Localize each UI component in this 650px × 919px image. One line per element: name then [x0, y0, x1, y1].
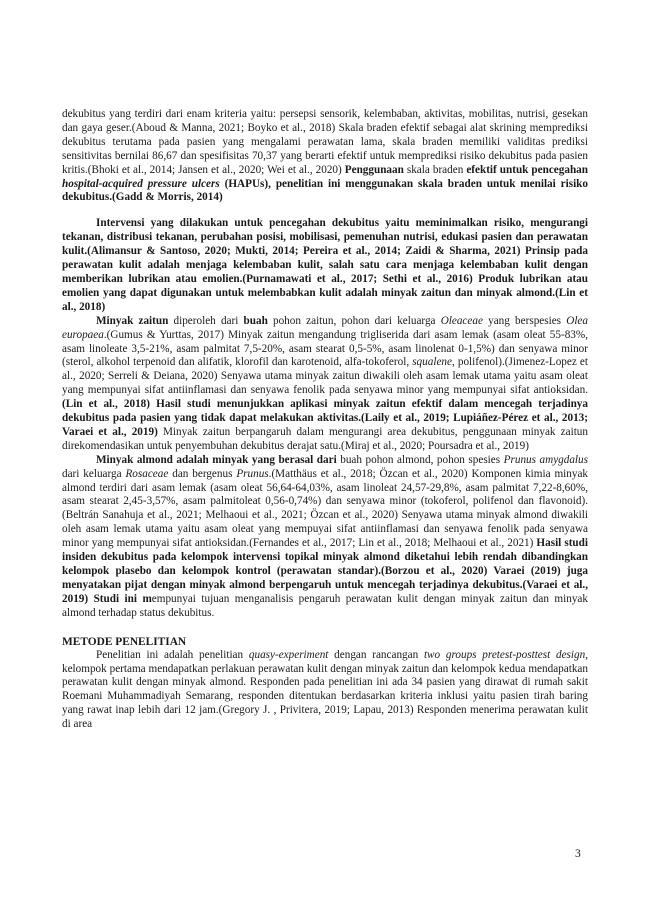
text-run: empunyai tujuan menganalisis pengaruh perawatan kulit dengan minyak zaitun dan minyak almond terhadap status dekubitus. — [62, 592, 588, 619]
text-run: , polifenol).(Jimenez-Lopez et al., 2020; Serreli & Deiana, 2020) Senyawa utama minyak zaitun diwakili oleh asam lemak utama yaitu asam oleat yang mempunyai sifat antiinflamasi dan senyawa fenolik pada senyawa minor yang mempunyai sifat antioksidan. — [62, 356, 588, 397]
text-run: .(Matthäus et al., 2018; Özcan et al., 2020) Komponen kimia minyak almond terdiri dari asam lemak (asam oleat 56,64-64,03%, asam linoleat 24,57-29,8%, asam palmitat 7,22-8,60%, asam stearat 2,45-3,57%, asam palmitoleat 0,56-0,74%) dan senyawa minor (tokoferol, polifenol dan flavonoid).(Beltrán Sanahuja et al., 2021; Melhaoui et al., 2021; Özcan et al., 2020) Senyawa utama minyak almond diwakili oleh asam lemak utama yaitu asam oleat yang mempuyai sifat antiinflamasi dan senyawa fenolik pada senyawa minor yang mempunyai sifat antioksidan.(Fernandes et al., 2017; Lin et al., 2018; Melhaoui et al., 2021) — [62, 467, 589, 550]
bold-run: buah — [243, 314, 268, 327]
paragraph-spacer — [62, 205, 588, 217]
text-run: buah pohon almond, pohon spesies — [336, 453, 504, 466]
bold-run: Minyak almond adalah minyak yang berasal dari — [96, 453, 337, 466]
text-run: dengan rancangan — [328, 648, 424, 661]
text-run: , kelompok pertama mendapatkan perlakuan perawatan kulit dengan minyak zaitun dan kelompok kedua mendapatkan perawatan kulit dengan minyak almond. Responden pada penelitian ini ada 34 pasien yang dirawat di rumah sakit Roemani Muhammadiyah Semarang, responden ditentukan berdasarkan kriteria inklusi yaitu pasien tirah baring yang rawat inap lebih dari 12 jam.(Gregory J. , Privitera, 2019; Lapau, 2013) Responden menerima perawatan kulit di area — [62, 648, 588, 731]
bold-run: (HAPUs), penelitian ini menggunakan skala braden untuk menilai risiko dekubitus.(Gadd & Morris, 2014) — [62, 177, 588, 204]
text-run: Minyak zaitun berpangaruh dalam mengurangi area dekubitus, penggunaan minyak zaitun direkomendasikan untuk penyembuhan dekubitus derajat satu.(Miraj et al., 2020; Poursadra et al., 2019) — [62, 425, 588, 452]
text-run: yang berspesies — [482, 314, 567, 327]
bold-run: Intervensi yang dilakukan untuk pencegahan dekubitus yaitu meminimalkan risiko, mengurangi tekanan, distribusi tekanan, perubahan posisi, mobilisasi, pemenuhan nutrisi, edukasi pasien dan perawatan kulit.(Alimansur & Santoso, 2020; Mukti, 2014; Pereira et al., 2014; Zaidi & Sharma, 2021) Prinsip pada perawatan kulit adalah menjaga kelembaban kulit, salah satu cara menjaga kelembaban kulit dengan memberikan lubrikan atau emolien.(Purnamawati et al., 2017; Sethi et al., 2016) Produk lubrikan atau emolien yang dapat digunakan untuk melembabkan kulit adalah minyak zaitun dan minyak almond.(Lin et al., 2018) — [62, 217, 588, 313]
text-run: .(Gumus & Yurttas, 2017) Minyak zaitun mengandung trigliserida dari asam lemak (asam oleat 55-83%, asam linoleate 3,5-21%, asam palmitat 7,5-20%, asam stearat 0,5-5%, asam linolenat 0-1,5%) dan senyawa minor (sterol, alkohol terpenoid dan alifatik, klorofil dan karotenoid, alfa-tokoferol, — [62, 328, 588, 369]
italic-run: Prunus — [236, 467, 269, 480]
text-run: dekubitus yang terdiri dari enam kriteria yaitu: persepsi sensorik, kelembaban, aktivitas, mobilitas, nutrisi, gesekan dan gaya geser.(Aboud & Manna, 2021; Boyko et al., 2018) Skala braden efektif sebagai alat skrining memprediksi dekubitus terutama pada pasien yang mengalami perawatan lama, skala braden memiliki validitas prediksi sensitivitas bernilai 86,67 dan spesifisitas 70,37 yang berarti efektif untuk memprediksi risiko dekubitus pada pasien kritis.(Bhoki et al., 2014; Jansen et al., 2020; Wei et al., 2020) — [62, 108, 588, 176]
text-run: dan bergenus — [168, 467, 237, 480]
paragraph-almond-oil — [62, 454, 588, 621]
italic-run: Rosaceae — [125, 467, 169, 480]
italic-run: Olea europaea — [62, 314, 588, 341]
paragraph-olive-oil — [62, 315, 588, 454]
bold-run: efektif untuk pencegahan — [466, 163, 588, 176]
bold-run: (Lin et al., 2018) Hasil studi menunjukkan aplikasi minyak zaitun efektif dalam mencegah terjadinya dekubitus pada pasien yang tidak dapat melakukan aktivitas.(Laily et al., 2019; Lupiáñez-Pérez et al., 2013; Varaei et al., 2019) — [62, 398, 588, 438]
page-body — [62, 108, 588, 732]
italic-run: quasy-experiment — [248, 648, 329, 661]
bold-run: Hasil studi insiden dekubitus pada kelompok intervensi topikal minyak almond diketahui lebih rendah dibandingkan kelompok plasebo dan kelompok kontrol (perawatan standar).(Borzou et al., 2020) Varaei (2019) juga menyatakan pijat dengan minyak almond berpengaruh untuk mencegah terjadinya dekubitus.(Varaei et al., 2019) Studi ini m — [62, 537, 588, 605]
italic-run: squalene — [412, 356, 452, 369]
bold-italic-run: hospital-acquired pressure ulcers — [62, 177, 220, 190]
bold-run: Minyak zaitun — [96, 314, 169, 327]
text-run: skala braden — [403, 163, 467, 176]
italic-run: Prunus amygdalus — [503, 453, 588, 466]
text-run: Penelitian ini adalah penelitian — [96, 648, 249, 661]
text-run: dari keluarga — [62, 467, 126, 480]
bold-run: Penggunaan — [344, 163, 404, 176]
paragraph-braden-scale — [62, 108, 588, 205]
text-run: diperoleh dari — [168, 314, 244, 327]
italic-run: two groups pretest-posttest design — [423, 648, 586, 661]
italic-run: Oleaceae — [440, 314, 483, 327]
page-number: 3 — [575, 848, 581, 860]
section-spacer — [62, 621, 588, 635]
paragraph-intervention — [62, 217, 588, 314]
section-title: METODE PENELITIAN — [62, 635, 187, 648]
paragraph-method — [62, 649, 588, 732]
text-run: pohon zaitun, pohon dari keluarga — [267, 314, 441, 327]
